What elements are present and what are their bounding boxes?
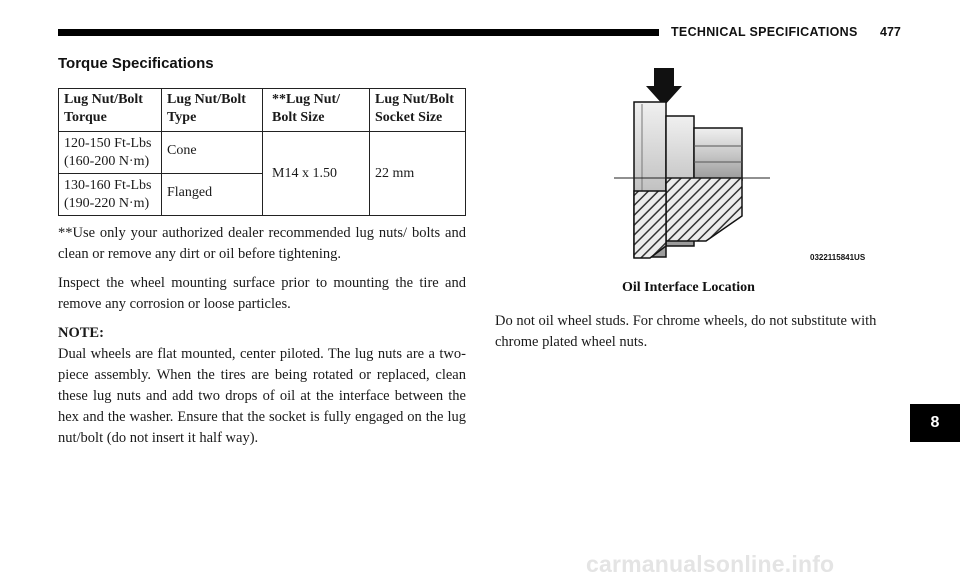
header-bar xyxy=(58,29,659,36)
nut-section-shape xyxy=(666,178,742,241)
header-text: Type xyxy=(167,110,197,125)
washer-section-shape xyxy=(634,191,666,258)
header-text: Bolt Size xyxy=(272,110,325,125)
torque-ftlbs: 120-150 Ft-Lbs xyxy=(64,136,152,151)
torque-cell xyxy=(59,132,162,174)
header-socket-size xyxy=(370,89,466,132)
chrome-wheels-text: Do not oil wheel studs. For chrome wheels, do not substitute with chrome plated wheel nuts. xyxy=(495,313,877,350)
figure-code: 0322115841US xyxy=(810,253,866,262)
page-number: 477 xyxy=(880,25,901,39)
table-row xyxy=(59,132,466,174)
header-bolt-size xyxy=(263,89,370,132)
type-value: Flanged xyxy=(167,185,213,200)
bolt-size-cell xyxy=(263,132,370,216)
hex-body-shape xyxy=(694,128,742,180)
header-text: Socket Size xyxy=(375,110,443,125)
header-type xyxy=(162,89,263,132)
note-body: Dual wheels are flat mounted, center piloted. The lug nuts are a two-piece assembly. When the tires are being rotated or replaced, clean these lug nuts and add two drops of oil at the interface between the hex and the washer. Ensure that the socket is fully engaged on the lug nut/bolt (do not insert it half way). xyxy=(58,346,466,446)
header-text: Torque xyxy=(64,110,107,125)
type-value: Cone xyxy=(167,143,197,158)
header-text: **Lug Nut/ xyxy=(272,92,341,107)
type-cell xyxy=(162,132,263,174)
type-cell xyxy=(162,174,263,216)
torque-nm: (160-200 N·m) xyxy=(64,154,150,169)
header-text: Lug Nut/Bolt xyxy=(64,92,143,107)
note-heading: NOTE: xyxy=(58,325,104,341)
footer-watermark: carmanualsonline.info xyxy=(586,551,835,577)
figure-caption: Oil Interface Location xyxy=(622,280,755,295)
chapter-tab xyxy=(910,404,960,442)
socket-size-value: 22 mm xyxy=(375,165,415,181)
torque-nm: (190-220 N·m) xyxy=(64,196,150,211)
socket-size-cell xyxy=(370,132,466,216)
table-header-row xyxy=(59,89,466,132)
section-title: Torque Specifications xyxy=(58,55,214,72)
lug-nut-diagram xyxy=(614,66,878,266)
torque-ftlbs: 130-160 Ft-Lbs xyxy=(64,178,152,193)
header-text: Lug Nut/Bolt xyxy=(375,92,454,107)
header-text: Lug Nut/Bolt xyxy=(167,92,246,107)
footnote-text: **Use only your authorized dealer recommended lug nuts/ bolts and clean or remove any dirt or oil before tightening. xyxy=(58,225,466,262)
torque-cell xyxy=(59,174,162,216)
running-header-title: TECHNICAL SPECIFICATIONS xyxy=(671,25,858,39)
header-torque xyxy=(59,89,162,132)
arrow-icon xyxy=(646,68,682,106)
note-block xyxy=(58,323,466,449)
inspect-text: Inspect the wheel mounting surface prior to mounting the tire and remove any corrosion or loose particles. xyxy=(58,275,466,312)
torque-spec-table xyxy=(58,88,466,216)
bolt-size-value: M14 x 1.50 xyxy=(272,165,337,181)
chapter-tab-number: 8 xyxy=(930,414,940,431)
